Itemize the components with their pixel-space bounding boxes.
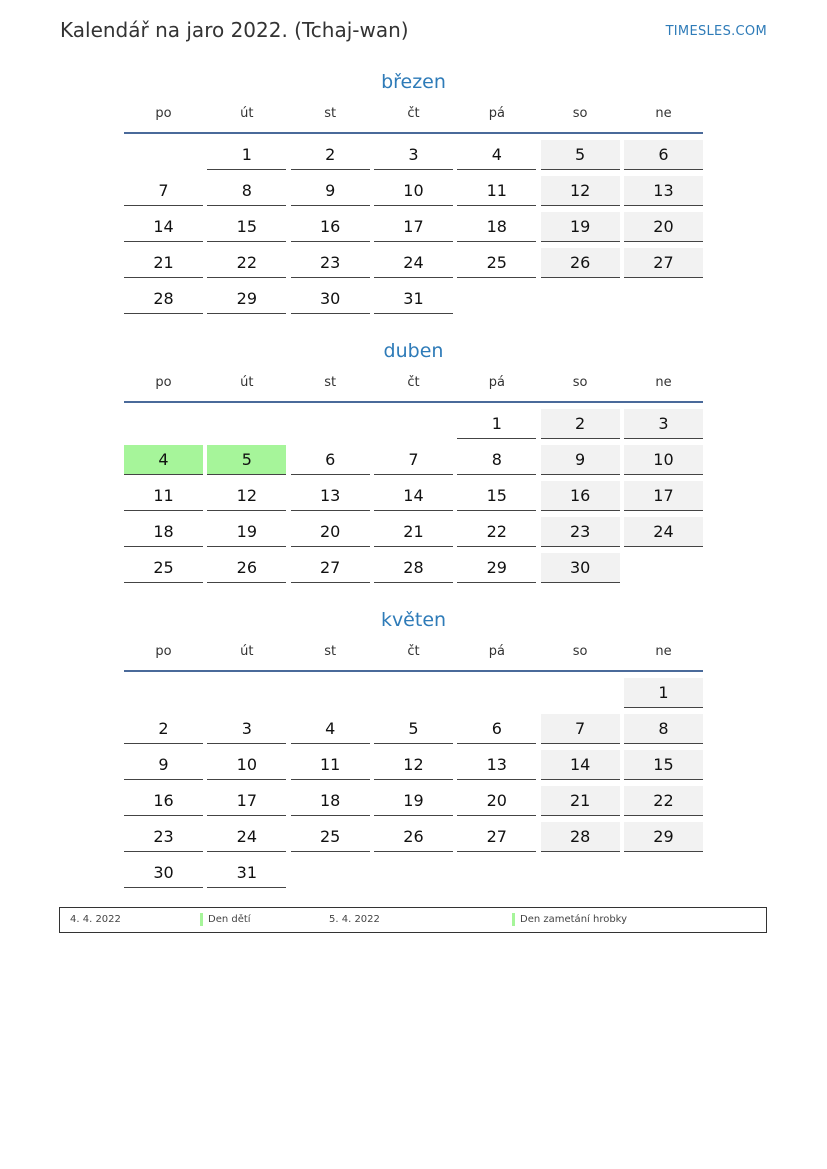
empty-cell [291, 678, 370, 708]
weekday-label: čt [407, 375, 420, 390]
holiday-marker-icon [200, 913, 203, 926]
day-cell[interactable]: 21 [374, 517, 453, 547]
day-cell[interactable]: 13 [291, 481, 370, 511]
day-cell[interactable]: 31 [374, 284, 453, 314]
day-cell[interactable]: 30 [124, 858, 203, 888]
day-cell[interactable]: 26 [374, 822, 453, 852]
day-cell[interactable]: 29 [457, 553, 536, 583]
empty-cell [541, 678, 620, 708]
day-cell[interactable]: 5 [207, 445, 286, 475]
day-cell[interactable]: 3 [207, 714, 286, 744]
weekday-label: st [324, 644, 337, 659]
day-cell[interactable]: 25 [291, 822, 370, 852]
weekday-header [124, 104, 703, 134]
days-grid [124, 140, 703, 314]
day-cell[interactable]: 13 [624, 176, 703, 206]
day-cell[interactable]: 6 [291, 445, 370, 475]
day-cell[interactable]: 22 [457, 517, 536, 547]
day-cell[interactable]: 20 [291, 517, 370, 547]
day-cell[interactable]: 26 [207, 553, 286, 583]
month-march [124, 68, 703, 314]
empty-cell [207, 409, 286, 439]
legend-date: 4. 4. 2022 [70, 914, 121, 925]
day-cell[interactable]: 24 [374, 248, 453, 278]
day-cell[interactable]: 27 [624, 248, 703, 278]
day-cell[interactable]: 2 [541, 409, 620, 439]
day-cell[interactable]: 31 [207, 858, 286, 888]
day-cell[interactable]: 25 [457, 248, 536, 278]
day-cell[interactable]: 1 [624, 678, 703, 708]
empty-cell [541, 858, 620, 888]
day-cell[interactable]: 9 [541, 445, 620, 475]
day-cell[interactable]: 27 [291, 553, 370, 583]
empty-cell [374, 858, 453, 888]
day-cell[interactable]: 10 [374, 176, 453, 206]
weekday-label: út [240, 375, 254, 390]
day-cell[interactable]: 30 [291, 284, 370, 314]
day-cell[interactable]: 7 [124, 176, 203, 206]
day-cell[interactable]: 18 [124, 517, 203, 547]
day-cell[interactable]: 14 [124, 212, 203, 242]
empty-cell [457, 284, 536, 314]
day-cell[interactable]: 28 [124, 284, 203, 314]
day-cell[interactable]: 21 [124, 248, 203, 278]
month-title: květen [380, 609, 447, 631]
weekday-label: so [572, 375, 588, 390]
day-cell[interactable]: 22 [207, 248, 286, 278]
legend-date: 5. 4. 2022 [329, 914, 380, 925]
empty-cell [541, 284, 620, 314]
day-cell[interactable]: 20 [457, 786, 536, 816]
weekday-label: ne [655, 106, 672, 121]
weekday-label: ne [655, 375, 672, 390]
empty-cell [374, 409, 453, 439]
day-cell[interactable]: 23 [541, 517, 620, 547]
day-cell[interactable]: 7 [374, 445, 453, 475]
day-cell[interactable]: 28 [541, 822, 620, 852]
day-cell[interactable]: 4 [291, 714, 370, 744]
day-cell[interactable]: 30 [541, 553, 620, 583]
empty-cell [624, 284, 703, 314]
weekday-label: pá [488, 375, 505, 390]
day-cell[interactable]: 19 [541, 212, 620, 242]
day-cell[interactable]: 17 [374, 212, 453, 242]
day-cell[interactable]: 4 [457, 140, 536, 170]
day-cell[interactable]: 14 [374, 481, 453, 511]
day-cell[interactable]: 11 [124, 481, 203, 511]
day-cell[interactable]: 10 [624, 445, 703, 475]
weekday-label: po [155, 644, 172, 659]
day-cell[interactable]: 23 [124, 822, 203, 852]
weekday-label: ne [655, 644, 672, 659]
legend-holiday-name: Den dětí [208, 914, 251, 925]
day-cell[interactable]: 11 [457, 176, 536, 206]
weekday-label: po [155, 375, 172, 390]
day-cell[interactable]: 19 [374, 786, 453, 816]
day-cell[interactable]: 5 [374, 714, 453, 744]
day-cell[interactable]: 16 [124, 786, 203, 816]
day-cell[interactable]: 24 [207, 822, 286, 852]
weekday-label: pá [488, 106, 505, 121]
day-cell[interactable]: 3 [374, 140, 453, 170]
day-cell[interactable]: 8 [207, 176, 286, 206]
empty-cell [624, 858, 703, 888]
day-cell[interactable]: 20 [624, 212, 703, 242]
day-cell[interactable]: 6 [457, 714, 536, 744]
day-cell[interactable]: 28 [374, 553, 453, 583]
weekday-label: st [324, 106, 337, 121]
weekday-label: st [324, 375, 337, 390]
empty-cell [124, 409, 203, 439]
day-cell[interactable]: 15 [207, 212, 286, 242]
day-cell[interactable]: 21 [541, 786, 620, 816]
empty-cell [124, 140, 203, 170]
holiday-legend [59, 907, 767, 933]
holiday-marker-icon [512, 913, 515, 926]
weekday-label: so [572, 106, 588, 121]
day-cell[interactable]: 1 [207, 140, 286, 170]
weekday-label: so [572, 644, 588, 659]
day-cell[interactable]: 26 [541, 248, 620, 278]
page-title: Kalendář na jaro 2022. (Tchaj-wan) [60, 18, 409, 42]
day-cell[interactable]: 7 [541, 714, 620, 744]
day-cell[interactable]: 14 [541, 750, 620, 780]
day-cell[interactable]: 12 [374, 750, 453, 780]
weekday-label: út [240, 644, 254, 659]
empty-cell [624, 553, 703, 583]
empty-cell [291, 409, 370, 439]
day-cell[interactable]: 29 [207, 284, 286, 314]
weekday-label: pá [488, 644, 505, 659]
weekday-label: út [240, 106, 254, 121]
weekday-header [124, 373, 703, 403]
empty-cell [124, 678, 203, 708]
day-cell[interactable]: 12 [207, 481, 286, 511]
day-cell[interactable]: 19 [207, 517, 286, 547]
day-cell[interactable]: 15 [457, 481, 536, 511]
day-cell[interactable]: 15 [624, 750, 703, 780]
day-cell[interactable]: 29 [624, 822, 703, 852]
day-cell[interactable]: 17 [624, 481, 703, 511]
day-cell[interactable]: 1 [457, 409, 536, 439]
day-cell[interactable]: 24 [624, 517, 703, 547]
month-may [124, 606, 703, 888]
day-cell[interactable]: 12 [541, 176, 620, 206]
day-cell[interactable]: 18 [457, 212, 536, 242]
day-cell[interactable]: 17 [207, 786, 286, 816]
weekday-header [124, 642, 703, 672]
weekday-label: čt [407, 106, 420, 121]
weekday-label: po [155, 106, 172, 121]
day-cell[interactable]: 3 [624, 409, 703, 439]
day-cell[interactable]: 16 [291, 212, 370, 242]
day-cell[interactable]: 16 [541, 481, 620, 511]
day-cell[interactable]: 22 [624, 786, 703, 816]
month-title: březen [381, 71, 446, 93]
day-cell[interactable]: 11 [291, 750, 370, 780]
day-cell[interactable]: 25 [124, 553, 203, 583]
empty-cell [291, 858, 370, 888]
day-cell[interactable]: 5 [541, 140, 620, 170]
day-cell[interactable]: 2 [291, 140, 370, 170]
day-cell[interactable]: 8 [457, 445, 536, 475]
empty-cell [207, 678, 286, 708]
day-cell[interactable]: 9 [124, 750, 203, 780]
weekday-label: čt [407, 644, 420, 659]
month-title: duben [383, 340, 444, 362]
month-april [124, 337, 703, 583]
empty-cell [457, 858, 536, 888]
days-grid [124, 409, 703, 583]
empty-cell [374, 678, 453, 708]
empty-cell [457, 678, 536, 708]
day-cell[interactable]: 8 [624, 714, 703, 744]
day-cell[interactable]: 2 [124, 714, 203, 744]
day-cell[interactable]: 6 [624, 140, 703, 170]
legend-holiday-name: Den zametání hrobky [520, 914, 628, 925]
day-cell[interactable]: 23 [291, 248, 370, 278]
day-cell[interactable]: 4 [124, 445, 203, 475]
day-cell[interactable]: 9 [291, 176, 370, 206]
days-grid [124, 678, 703, 888]
day-cell[interactable]: 27 [457, 822, 536, 852]
day-cell[interactable]: 18 [291, 786, 370, 816]
brand-link[interactable]: TIMESLES.COM [665, 24, 767, 39]
day-cell[interactable]: 10 [207, 750, 286, 780]
day-cell[interactable]: 13 [457, 750, 536, 780]
